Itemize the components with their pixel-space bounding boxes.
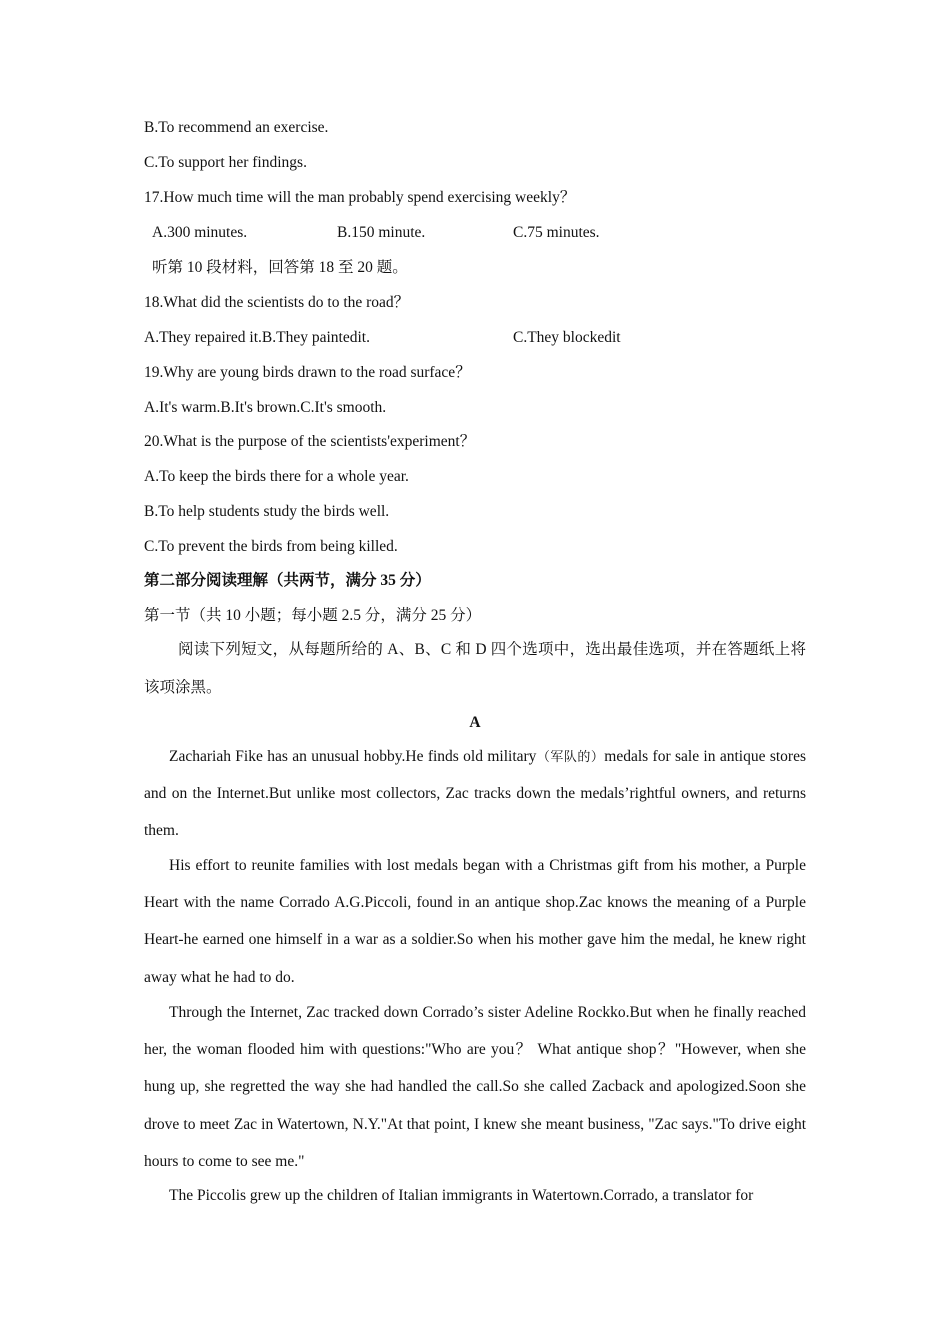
q17-option-a: A.300 minutes. xyxy=(152,224,248,241)
passage-paragraph-2: His effort to reunite families with lost medals began with a Christmas gift from his mother, a Purple Heart with the name Corrado A.G.Piccoli, found in an antique shop.Zac knows the meaning of a Purple Heart-he earned one himself in a war as a soldier.So when his mother gave him the medal, he knew right away what he had to do. xyxy=(144,857,806,986)
passage-paragraph-3: Through the Internet, Zac tracked down Corrado’s sister Adeline Rockko.But when he finally reached her, the woman flooded him with questions:"Who are you？ What antique shop？"However, when she hung up, she regretted the way she had handled the call.So she called Zacback and apologized.Soon she drove to meet Zac in Watertown, N.Y."At that point, I knew she meant business, "Zac says."To drive eight hours to come to see me." xyxy=(144,1004,806,1170)
q18-question: 18.What did the scientists do to the road？ xyxy=(144,294,410,311)
q19-options: A.It's warm.B.It's brown.C.It's smooth. xyxy=(144,399,387,416)
instructions: 阅读下列短文，从每题所给的 A、B、C 和 D 四个选项中，选出最佳选项，并在答题纸上将该项涂黑。 xyxy=(144,641,806,696)
q17-option-c: C.75 minutes. xyxy=(513,224,600,241)
gloss: （军队的） xyxy=(536,749,605,764)
q19-question: 19.Why are young birds drawn to the road surface？ xyxy=(144,364,471,381)
section1-title: 第一节（共 10 小题；每小题 2.5 分，满分 25 分） xyxy=(144,607,482,624)
q20-option-c: C.To prevent the birds from being killed. xyxy=(144,538,398,555)
q18-option-c: C.They blockedit xyxy=(513,329,621,346)
section10-note: 听第 10 段材料，回答第 18 至 20 题。 xyxy=(152,259,408,276)
q17-question: 17.How much time will the man probably spend exercising weekly？ xyxy=(144,189,576,206)
passage-label: A xyxy=(469,714,481,731)
part2-title: 第二部分阅读理解（共两节，满分 35 分） xyxy=(144,572,431,589)
q16-option-c: C.To support her findings. xyxy=(144,154,307,171)
q18-options-ab: A.They repaired it.B.They paintedit. xyxy=(144,329,370,346)
passage-paragraph-1: Zachariah Fike has an unusual hobby.He finds old military（军队的）medals for sale in antique stores and on the Internet.But unlike most collectors, Zac tracks down the medals’rightful owners, and returns them. xyxy=(144,748,806,840)
q20-option-b: B.To help students study the birds well. xyxy=(144,503,390,520)
q20-option-a: A.To keep the birds there for a whole year. xyxy=(144,468,409,485)
q17-option-b: B.150 minute. xyxy=(337,224,426,241)
q20-question: 20.What is the purpose of the scientists'experiment？ xyxy=(144,433,476,450)
q16-option-b: B.To recommend an exercise. xyxy=(144,119,329,136)
passage-paragraph-4: The Piccolis grew up the children of Italian immigrants in Watertown.Corrado, a translator for xyxy=(169,1187,754,1204)
